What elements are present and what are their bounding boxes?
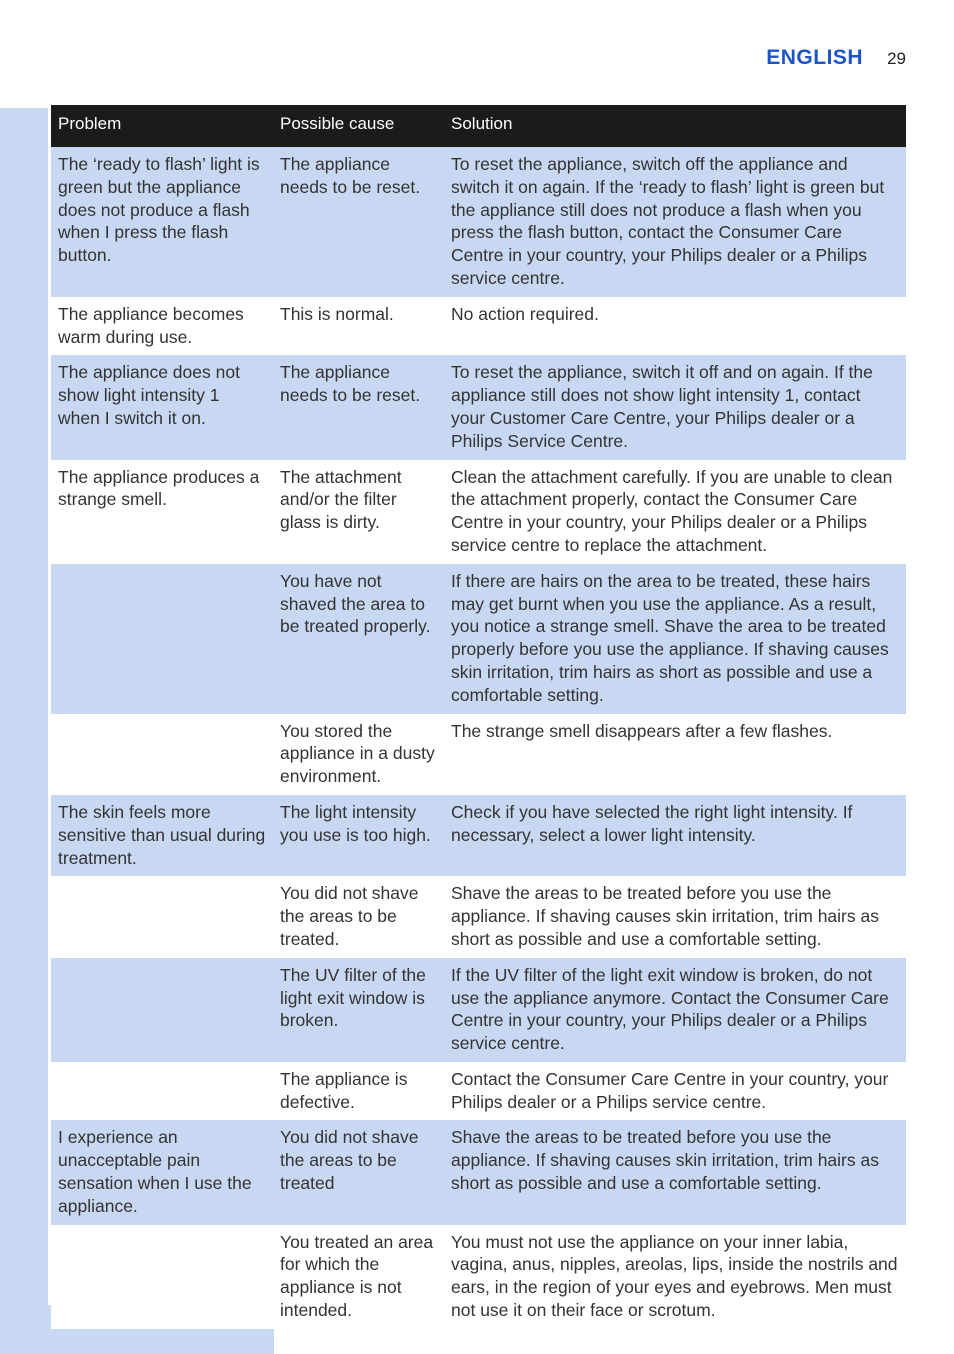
cause-cell: You have not shaved the area to be treated properly. (273, 564, 444, 714)
problem-cell (51, 564, 273, 714)
problem-cell: I experience an unacceptable pain sensation when I use the appliance. (51, 1120, 273, 1224)
table-row (51, 714, 906, 795)
cause-cell: The UV filter of the light exit window is broken. (273, 958, 444, 1062)
table-row (51, 876, 906, 957)
cause-cell: You did not shave the areas to be treated (273, 1120, 444, 1224)
table-row (51, 1120, 906, 1224)
cause-cell: The attachment and/or the filter glass is dirty. (273, 460, 444, 564)
cause-cell: This is normal. (273, 297, 444, 356)
solution-cell: Check if you have selected the right light intensity. If necessary, select a lower light intensity. (444, 795, 906, 876)
cause-cell: The light intensity you use is too high. (273, 795, 444, 876)
solution-cell: If there are hairs on the area to be treated, these hairs may get burnt when you use the appliance. As a result, you notice a strange smell. Shave the area to be treated properly before you use the appliance. If shaving causes skin irritation, trim hairs as short as possible and use a comfortable setting. (444, 564, 906, 714)
solution-cell: If the UV filter of the light exit window is broken, do not use the appliance anymore. Contact the Consumer Care Centre in your country, your Philips dealer or a Philips service centre. (444, 958, 906, 1062)
problem-cell: The appliance produces a strange smell. (51, 460, 273, 564)
solution-cell: Shave the areas to be treated before you use the appliance. If shaving causes skin irritation, trim hairs as short as possible and use a comfortable setting. (444, 1120, 906, 1224)
troubleshooting-table (51, 105, 906, 1329)
problem-cell: The ‘ready to flash’ light is green but the appliance does not produce a flash when I press the flash button. (51, 147, 273, 297)
table-row (51, 958, 906, 1062)
table-row (51, 355, 906, 459)
problem-cell (51, 958, 273, 1062)
cause-cell: The appliance needs to be reset. (273, 147, 444, 297)
solution-cell: Contact the Consumer Care Centre in your country, your Philips dealer or a Philips service centre. (444, 1062, 906, 1121)
cause-cell: The appliance is defective. (273, 1062, 444, 1121)
solution-cell: Clean the attachment carefully. If you are unable to clean the attachment properly, contact the Consumer Care Centre in your country, your Philips dealer or a Philips service centre to replace the attachment. (444, 460, 906, 564)
problem-cell (51, 1062, 273, 1121)
problem-cell: The appliance becomes warm during use. (51, 297, 273, 356)
column-header-cause: Possible cause (273, 105, 444, 147)
solution-cell: No action required. (444, 297, 906, 356)
table-row (51, 147, 906, 297)
table-row (51, 795, 906, 876)
table-row (51, 1062, 906, 1121)
solution-cell: You must not use the appliance on your inner labia, vagina, anus, nipples, areolas, lips, inside the nostrils and ears, in the region of your eyes and eyebrows. Men must not use it on their face or scrotum. (444, 1225, 906, 1329)
table-row (51, 1225, 906, 1329)
column-header-solution: Solution (444, 105, 906, 147)
cause-cell: The appliance needs to be reset. (273, 355, 444, 459)
table-row (51, 297, 906, 356)
problem-cell: The appliance does not show light intensity 1 when I switch it on. (51, 355, 273, 459)
language-label: ENGLISH (766, 46, 864, 69)
table-header-row (51, 105, 906, 147)
table-row (51, 460, 906, 564)
problem-cell (51, 1225, 273, 1329)
solution-cell: Shave the areas to be treated before you use the appliance. If shaving causes skin irritation, trim hairs as short as possible and use a comfortable setting. (444, 876, 906, 957)
solution-cell: To reset the appliance, switch off the appliance and switch it on again. If the ‘ready to flash’ light is green but the appliance still does not produce a flash when you press the flash button, contact the Consumer Care Centre in your country, your Philips dealer or a Philips service centre. (444, 147, 906, 297)
cause-cell: You did not shave the areas to be treated. (273, 876, 444, 957)
solution-cell: The strange smell disappears after a few flashes. (444, 714, 906, 795)
cause-cell: You stored the appliance in a dusty environment. (273, 714, 444, 795)
table-row (51, 564, 906, 714)
page-header (766, 46, 906, 76)
side-color-band (0, 108, 48, 1354)
problem-cell (51, 876, 273, 957)
column-header-problem: Problem (51, 105, 273, 147)
page-number: 29 (887, 49, 906, 68)
problem-cell (51, 714, 273, 795)
cause-cell: You treated an area for which the appliance is not intended. (273, 1225, 444, 1329)
solution-cell: To reset the appliance, switch it off and on again. If the appliance still does not show light intensity 1, contact your Customer Care Centre, your Philips dealer or a Philips Service Centre. (444, 355, 906, 459)
problem-cell: The skin feels more sensitive than usual during treatment. (51, 795, 273, 876)
